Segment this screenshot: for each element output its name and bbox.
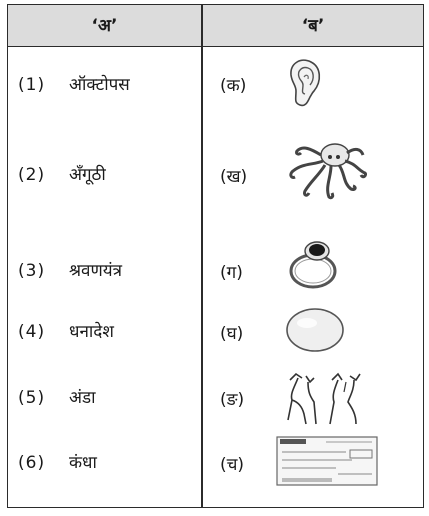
ring-picture xyxy=(287,237,345,293)
item-word: ऑक्टोपस xyxy=(69,75,130,95)
match-the-following-table xyxy=(7,4,424,508)
item-number: (4) xyxy=(18,322,46,342)
item-number: (5) xyxy=(18,388,46,408)
item-word: श्रवणयंत्र xyxy=(69,261,123,281)
egg-picture xyxy=(285,307,345,353)
table-row xyxy=(8,63,423,123)
item-word: धनादेश xyxy=(69,322,114,342)
item-number: (3) xyxy=(18,261,46,281)
table-header-row xyxy=(8,5,423,47)
item-word: कंधा xyxy=(69,453,97,473)
option-letter: (ङ) xyxy=(220,390,245,410)
table-row xyxy=(8,449,423,509)
table-row xyxy=(8,157,423,217)
item-number: (2) xyxy=(18,165,46,185)
item-number: (1) xyxy=(18,75,46,95)
option-letter: (घ) xyxy=(220,324,244,344)
item-word: अंडा xyxy=(69,388,96,408)
option-letter: (च) xyxy=(220,455,245,475)
table-row xyxy=(8,384,423,444)
option-letter: (क) xyxy=(220,76,247,96)
item-word: अँगूठी xyxy=(69,165,106,185)
cheque-picture xyxy=(276,436,378,486)
item-number: (6) xyxy=(18,453,46,473)
option-letter: (ग) xyxy=(220,263,243,283)
column-a-heading: ‘अ’ xyxy=(91,16,118,36)
table-row xyxy=(8,253,423,313)
option-letter: (ख) xyxy=(220,167,248,187)
ear-picture xyxy=(284,57,324,109)
shoulders-picture xyxy=(280,370,370,428)
column-b-heading: ‘ब’ xyxy=(301,16,325,36)
octopus-picture xyxy=(285,141,367,201)
